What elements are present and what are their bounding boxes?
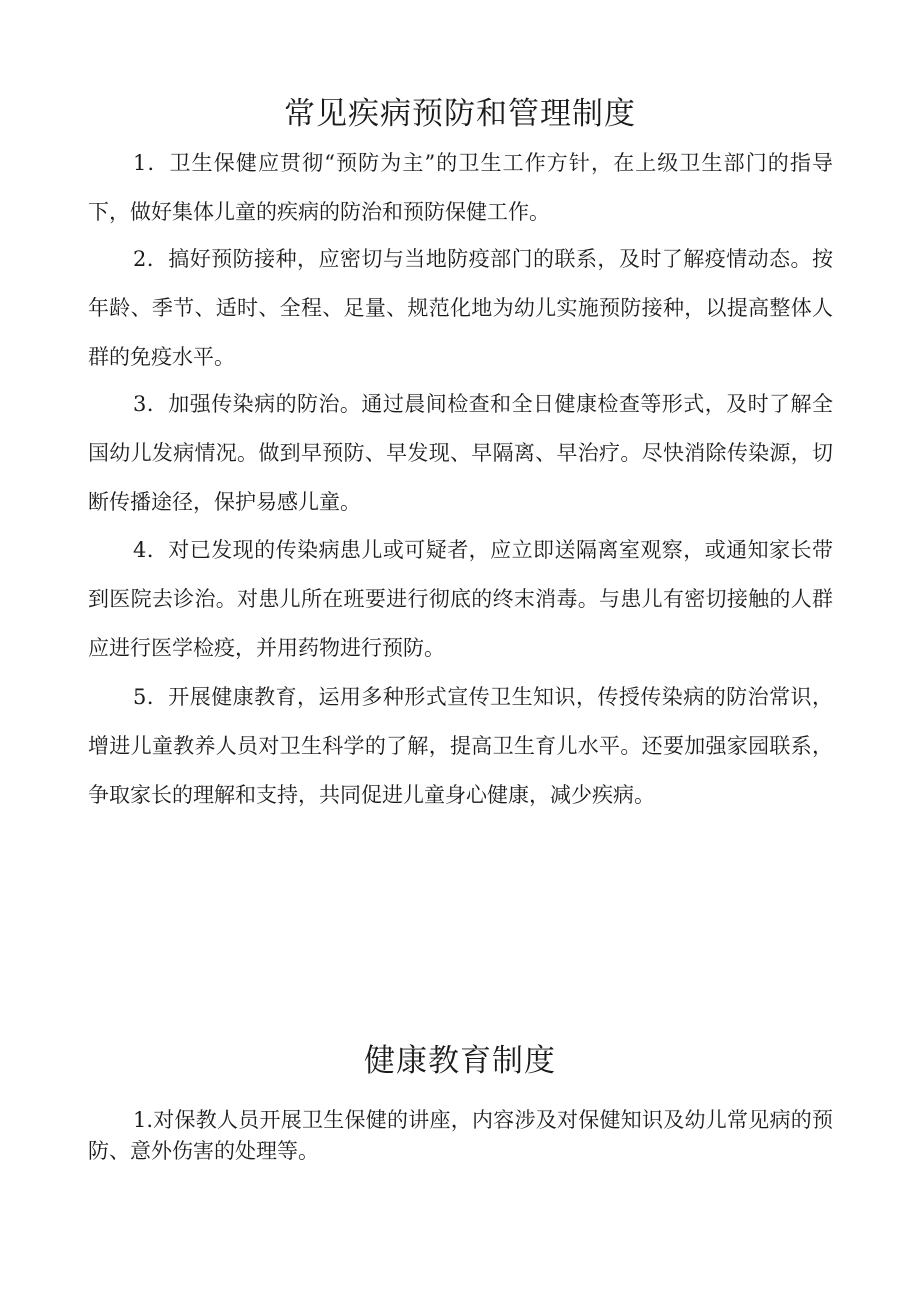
paragraph-item-5: 5．开展健康教育，运用多种形式宣传卫生知识，传授传染病的防治常识，增进儿童教养人员对卫生科学的了解，提高卫生育儿水平。还要加强家园联系，争取家长的理解和支持，共同促进儿童身心健康，减少疾病。 [88, 685, 833, 807]
page-title-health-education: 健康教育制度 [364, 1043, 556, 1079]
paragraph-item-3: 3．加强传染病的防治。通过晨间检查和全日健康检查等形式，及时了解全国幼儿发病情况。做到早预防、早发现、早隔离、早治疗。尽快消除传染源，切断传播途径，保护易感儿童。 [88, 392, 833, 514]
paragraph-item-1: 1．卫生保健应贯彻“预防为主”的卫生工作方针，在上级卫生部门的指导下，做好集体儿童的疾病的防治和预防保健工作。 [88, 151, 833, 224]
page-title-disease-prevention: 常见疾病预防和管理制度 [284, 96, 636, 132]
paragraph-item-2: 2．搞好预防接种，应密切与当地防疫部门的联系，及时了解疫情动态。按年龄、季节、适时、全程、足量、规范化地为幼儿实施预防接种，以提高整体人群的免疫水平。 [88, 247, 833, 369]
health-education-item-1: 1.对保教人员开展卫生保健的讲座，内容涉及对保健知识及幼儿常见病的预防、意外伤害的处理等。 [88, 1108, 833, 1163]
paragraph-item-4: 4．对已发现的传染病患儿或可疑者，应立即送隔离室观察，或通知家长带到医院去诊治。对患儿所在班要进行彻底的终末消毒。与患儿有密切接触的人群应进行医学检疫，并用药物进行预防。 [88, 538, 833, 660]
